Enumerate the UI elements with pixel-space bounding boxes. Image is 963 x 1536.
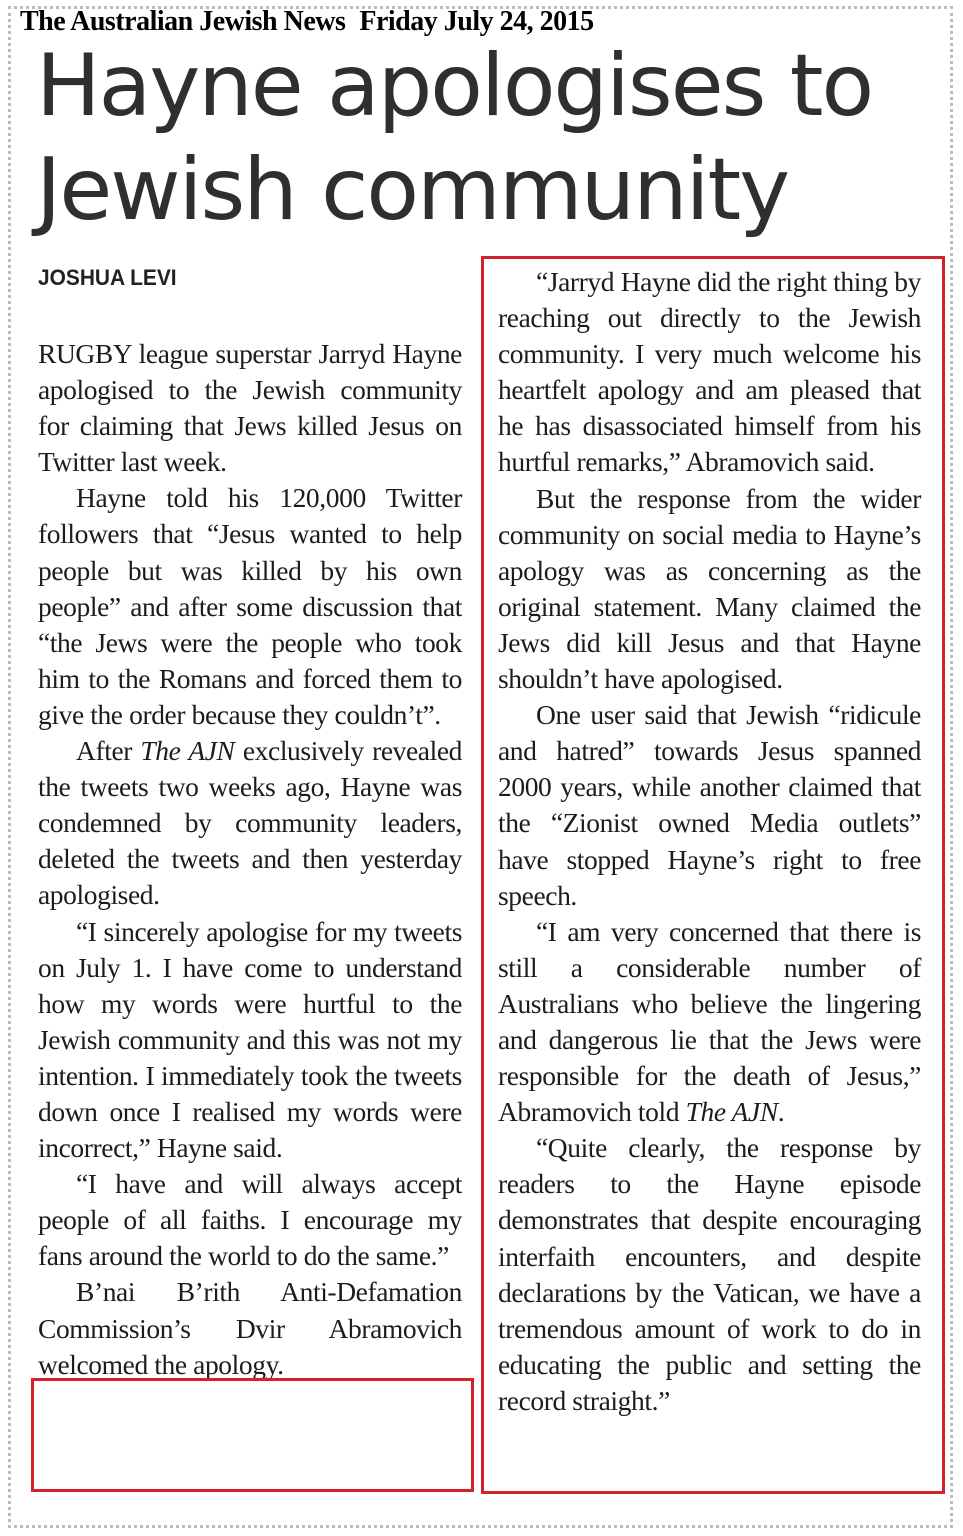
byline: JOSHUA LEVI bbox=[38, 265, 177, 290]
left-column bbox=[38, 336, 462, 1383]
paragraph: “I sincerely apologise for my tweets on July 1. I have come to understand how my words were hurtful to the Jewish community and this was not my intention. I immediately took the tweets down once I realised my words were incorrect,” Hayne said. bbox=[38, 915, 462, 1164]
paragraph-text: After bbox=[76, 735, 141, 767]
paragraph bbox=[38, 733, 462, 913]
paragraph: “I have and will always accept people of all faiths. I encourage my fans around the world to do the same.” bbox=[38, 1168, 462, 1272]
publication-ref: The AJN bbox=[140, 735, 235, 767]
paragraph-text: . bbox=[777, 1096, 785, 1128]
paragraph: Hayne told his 120,000 Twitter followers that “Jesus wanted to help people but was killed by his own people” and after some discussion that “the Jews were the people who took him to the Romans and forced them to give the order because they couldn’t”. bbox=[38, 482, 462, 730]
publication-name: The Australian Jewish News bbox=[20, 6, 346, 37]
paragraph-text: “I am very concerned that there is still a considerable number of Australians who believe the lingering and dangerous lie that the Jews were responsible for the death of Jesus,” Abramovich told bbox=[498, 915, 921, 1128]
paragraph bbox=[38, 336, 462, 480]
headline-line-2: Jewish community bbox=[36, 140, 789, 240]
paragraph: But the response from the wider community on social media to Hayne’s apology was as concerning as the original statement. Many claimed the Jews did kill Jesus and that Hayne shouldn’t have apologised. bbox=[498, 482, 921, 695]
paragraph: “Jarryd Hayne did the right thing by reaching out directly to the Jewish community. I very much welcome his heartfelt apology and am pleased that he has disassociated himself from his hurtful remarks,” Abramovich said. bbox=[498, 266, 921, 478]
publication-date: Friday July 24, 2015 bbox=[359, 6, 594, 37]
paragraph: One user said that Jewish “ridicule and hatred” towards Jesus spanned 2000 years, while another claimed that the “Zionist owned Media outlets” have stopped Hayne’s right to free speech. bbox=[498, 699, 921, 911]
highlight-box-right bbox=[481, 256, 945, 1494]
paragraph-text: league superstar Jarryd Hayne apologised to the Jewish community for claiming that Jews killed Jesus on Twitter last week. bbox=[38, 338, 462, 478]
headline-line-1: Hayne apologises to bbox=[36, 36, 873, 136]
paragraph: “Quite clearly, the response by readers to the Hayne episode demonstrates that despite encouraging interfaith encounters, and despite declarations by the Vatican, we have a tremendous amount of work to do in educating the public and setting the record straight.” bbox=[498, 1132, 921, 1416]
lead-caps: RUGBY bbox=[38, 338, 132, 369]
paragraph-text: exclusively revealed the tweets two weeks ago, Hayne was condemned by community leaders, deleted the tweets and then yesterday apologised. bbox=[38, 735, 462, 911]
publication-ref: The AJN bbox=[685, 1096, 778, 1128]
headline bbox=[36, 34, 936, 242]
highlight-box-left bbox=[31, 1378, 474, 1492]
paragraph-highlighted: B’nai B’rith Anti-Defamation Commission’s Dvir Abramovich welcomed the apology. bbox=[38, 1276, 462, 1380]
